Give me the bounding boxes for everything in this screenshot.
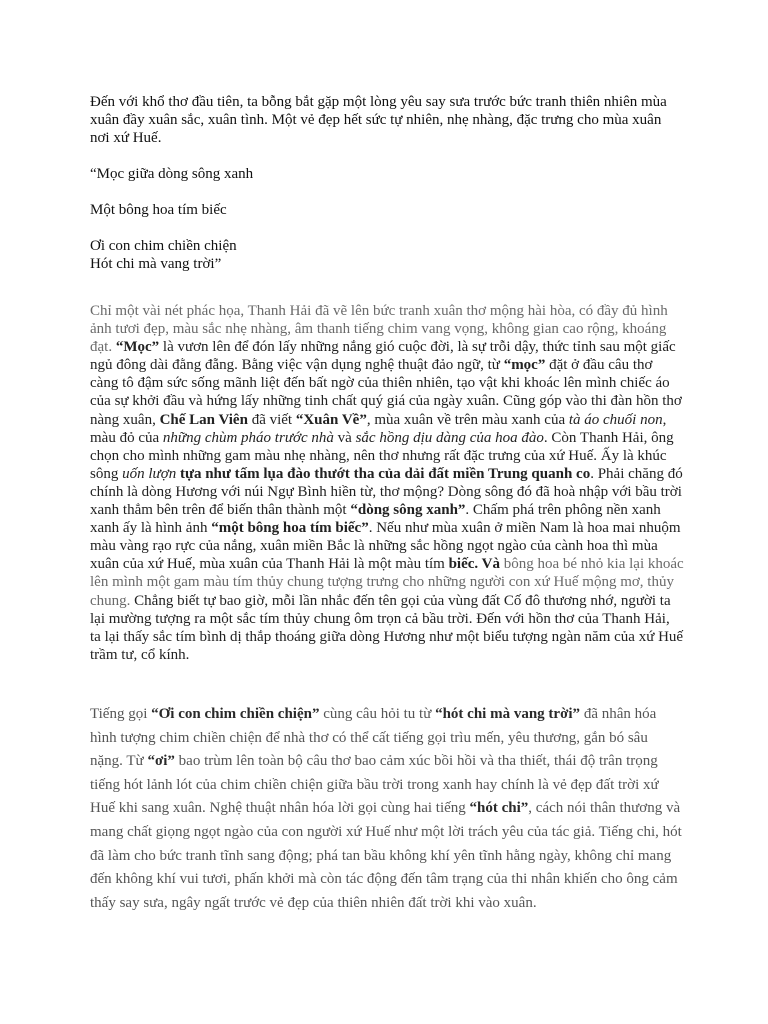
para1-text: bông hoa bé nhỏ kia lại khoác lên mình một gam màu tím thủy chung tượng trưng cho những người con xứ Huế mộng mơ, thủy chung. xyxy=(90,556,684,609)
para1-text: , mùa xuân về trên màu xanh của xyxy=(366,411,569,428)
analysis-paragraph-2 xyxy=(90,703,684,915)
para1-italic: những chùm pháo trước nhà xyxy=(162,429,334,446)
para1-text: đặt ở đầu câu thơ càng tô đậm sức sống mãnh liệt đến bất ngờ của thiên nhiên, tạo vật khi khoác lên mình chiếc áo của sự khởi đầu và hứng lấy những tinh chất quý giá của ngày xuân. Cũng góp vào thi đàn hồn thơ nàng xuân, xyxy=(90,357,682,428)
intro-paragraph: Đến với khổ thơ đầu tiên, ta bỗng bắt gặp một lòng yêu say sưa trước bức tranh thiên nhiên mùa xuân đầy xuân sắc, xuân tình. Một vẻ đẹp hết sức tự nhiên, nhẹ nhàng, đặc trưng cho mùa xuân nơi xứ Huế. xyxy=(90,94,667,146)
para1-text: . Nếu như mùa xuân ở miền Nam là hoa mai nhuộm màu vàng rạo rực của nắng, xuân miền Bắc là những sắc hồng ngọt ngào của cành hoa thì mùa xuân của xứ Huế, mùa xuân của Thanh Hải là một màu tím xyxy=(90,520,681,573)
para2-bold: “ơi” xyxy=(147,753,175,770)
para1-italic: uốn lượn xyxy=(122,465,177,482)
para2-text: , cách nói thân thương và mang chất giọng ngọt ngào của con người xứ Huế như một lời trách yêu của tác giả. Tiếng chi, hót đã làm cho bức tranh tĩnh sang động; phá tan bầu không khí yên tĩnh hằng ngày, không chỉ mang đến không khí vui tươi, phấn khởi mà còn tác động đến tâm trạng của thi nhân khiến cho ông cảm thấy say sưa, ngây ngất trước vẻ đẹp của thiên nhiên đất trời khi vào xuân. xyxy=(90,800,682,911)
para2-text: đã nhân hóa hình tượng chim chiền chiện để nhà thơ có thể cất tiếng gọi trìu mến, yêu thương, gắn bó sâu nặng. Từ xyxy=(90,706,657,770)
para1-text: Chỉ một vài nét phác họa, Thanh Hải đã vẽ lên bức tranh xuân thơ mộng hài hòa, có đầy đủ hình ảnh tươi đẹp, màu sắc nhẹ nhàng, âm thanh tiếng chim vang vọng, không gian cao rộng, khoáng đạt. xyxy=(90,303,668,356)
para1-italic: tà áo chuối non xyxy=(568,411,663,428)
para1-bold: “Mọc” xyxy=(115,339,160,356)
para1-text: là vươn lên để đón lấy những nắng gió cuộc đời, là sự trỗi dậy, thức tỉnh sau một giấc ngủ đông dài đằng đẵng. Bằng việc vận dụng nghệ thuật đảo ngữ, từ xyxy=(90,339,676,374)
para1-text: Chẳng biết tự bao giờ, mỗi lần nhắc đến tên gọi của vùng đất Cố đô thương nhớ, người ta lại mường tượng ra một sắc tím thủy chung ôm trọn cả bầu trời. Đến với hồn thơ của Thanh Hải, ta lại thấy sắc tím bình dị thắp thoáng giữa dòng Hương như một biểu tượng ngàn năm của xứ Huế trầm tư, cổ kính. xyxy=(90,592,684,663)
para1-bold: “một bông hoa tím biếc” xyxy=(211,520,369,537)
para1-text: . Chấm phá trên phông nền xanh xanh ấy là hình ảnh xyxy=(90,502,661,537)
para1-bold: “mọc” xyxy=(503,357,546,374)
para1-bold: “dòng sông xanh” xyxy=(350,502,466,519)
poem-line-4: Hót chi mà vang trời” xyxy=(90,256,222,272)
para2-text: Tiếng gọi xyxy=(90,706,152,722)
para1-bold: tựa như tấm lụa đào thướt tha của dải đất miền Trung quanh co xyxy=(179,465,591,482)
poem-line-2: Một bông hoa tím biếc xyxy=(90,202,227,218)
para1-italic: sắc hồng dịu dàng của hoa đào xyxy=(355,429,544,446)
para2-text: bao trùm lên toàn bộ câu thơ bao cảm xúc bồi hồi và tha thiết, thái độ trân trọng tiếng hót lảnh lót của chim chiền chiện giữa bầu trời trong xanh hay chính là vẻ đẹp đất trời xứ Huế khi sang xuân. Nghệ thuật nhân hóa lời gọi cùng hai tiếng xyxy=(90,753,659,817)
para2-bold: “hót chi mà vang trời” xyxy=(435,706,581,722)
para1-text: . Phải chăng đó chính là dòng Hương với núi Ngự Bình hiền từ, thơ mộng? Dòng sông đó đã hoà nhập với bầu trời xanh thẳm bên trên để biến thân thành một xyxy=(90,465,683,519)
para1-bold: Chế Lan Viên xyxy=(159,411,248,428)
para1-text: đã viết xyxy=(247,411,296,428)
para2-bold: “hót chi” xyxy=(469,800,529,817)
poem-line-3: Ơi con chim chiền chiện xyxy=(90,238,237,254)
poem-line-1: “Mọc giữa dòng sông xanh xyxy=(90,166,254,182)
para1-text: , màu đỏ của xyxy=(90,411,667,446)
para2-text: cùng câu hỏi tu từ xyxy=(319,706,436,722)
para1-bold: biếc. Và xyxy=(448,556,500,573)
para1-bold: “Xuân Về” xyxy=(295,411,367,428)
para1-text: và xyxy=(333,429,356,446)
analysis-paragraph-1 xyxy=(90,302,684,664)
para1-text: . Còn Thanh Hải, ông chọn cho mình những gam màu nhẹ nhàng, nên thơ nhưng rất đặc trưng của xứ Huế. Ấy là khúc sông xyxy=(90,429,674,482)
para2-bold: “Ơi con chim chiền chiện” xyxy=(151,706,320,722)
